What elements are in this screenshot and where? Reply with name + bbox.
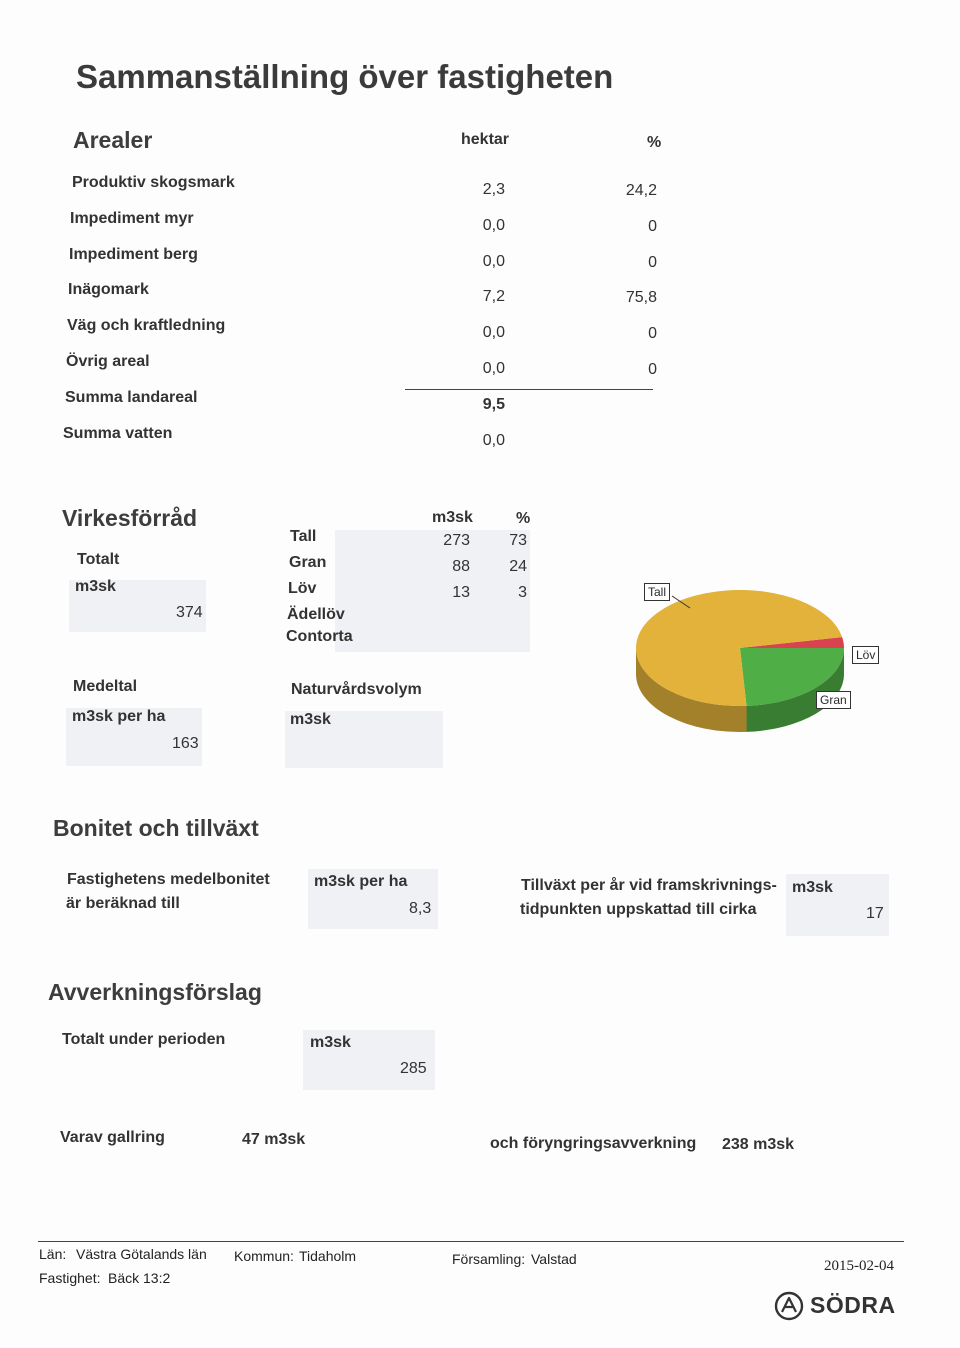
arealer-row-percent: 0 xyxy=(648,254,657,271)
col-m3sk: m3sk xyxy=(432,509,473,526)
arealer-row-hektar: 0,0 xyxy=(482,324,505,341)
forsamling-label: Församling: xyxy=(452,1251,526,1267)
virkesforrad-heading: Virkesförråd xyxy=(62,505,198,531)
medeltal-unit: m3sk per ha xyxy=(72,708,166,725)
col-species-percent: % xyxy=(516,510,531,527)
footer-divider xyxy=(38,1241,904,1242)
arealer-row-hektar: 7,2 xyxy=(482,288,505,305)
species-m3sk: 273 xyxy=(443,532,470,549)
medelbonitet-unit: m3sk per ha xyxy=(314,873,408,890)
arealer-row-label: Väg och kraftledning xyxy=(67,317,226,334)
fastighet-label: Fastighet: xyxy=(39,1270,101,1286)
species-name: Tall xyxy=(290,528,317,545)
species-name: Löv xyxy=(288,580,317,597)
sodra-logo-icon xyxy=(774,1291,804,1321)
gallring-label: Varav gallring xyxy=(60,1129,165,1146)
tillvaxt-label-line1: Tillväxt per år vid framskrivnings- xyxy=(521,877,777,894)
kommun-value: Tidaholm xyxy=(299,1248,357,1264)
avverkning-totalt-unit: m3sk xyxy=(310,1034,351,1051)
totalt-label: Totalt xyxy=(77,551,120,568)
foryngring-value: 238 m3sk xyxy=(722,1136,795,1153)
species-name: Ädellöv xyxy=(287,606,345,623)
foryngring-label: och föryngringsavverkning xyxy=(490,1135,697,1152)
species-name: Gran xyxy=(289,554,327,571)
col-percent: % xyxy=(647,134,662,151)
arealer-row-hektar: 0,0 xyxy=(482,217,505,234)
kommun-label: Kommun: xyxy=(234,1248,294,1264)
arealer-heading: Arealer xyxy=(73,127,153,153)
medelbonitet-value: 8,3 xyxy=(409,900,432,917)
avverkning-totalt-label: Totalt under perioden xyxy=(62,1031,226,1048)
arealer-row-hektar: 9,5 xyxy=(482,396,505,413)
col-hektar: hektar xyxy=(461,131,510,148)
avverkning-heading: Avverkningsförslag xyxy=(48,979,262,1005)
arealer-row-percent: 0 xyxy=(648,325,657,342)
species-m3sk: 13 xyxy=(452,584,470,601)
medeltal-value: 163 xyxy=(172,735,199,752)
species-percent: 24 xyxy=(509,558,527,575)
legend-tall: Tall xyxy=(644,583,670,601)
report-date: 2015-02-04 xyxy=(824,1258,894,1274)
arealer-row-label: Produktiv skogsmark xyxy=(72,174,235,191)
arealer-row-hektar: 0,0 xyxy=(482,360,505,377)
lan-value: Västra Götalands län xyxy=(76,1246,207,1262)
legend-gran: Gran xyxy=(816,691,851,709)
naturvard-unit: m3sk xyxy=(290,711,331,728)
medelbonitet-label-line1: Fastighetens medelbonitet xyxy=(67,871,270,888)
species-m3sk: 88 xyxy=(452,558,470,575)
arealer-row-percent: 0 xyxy=(648,218,657,235)
page-title: Sammanställning över fastigheten xyxy=(76,58,614,95)
arealer-row-percent: 24,2 xyxy=(625,182,657,199)
avverkning-totalt-value: 285 xyxy=(400,1060,427,1077)
legend-lov: Löv xyxy=(852,646,879,664)
species-percent: 3 xyxy=(518,584,527,601)
sum-divider xyxy=(405,389,653,390)
totalt-value: 374 xyxy=(176,604,203,621)
medeltal-label: Medeltal xyxy=(73,678,138,695)
arealer-row-label: Övrig areal xyxy=(66,353,150,370)
arealer-row-label: Inägomark xyxy=(68,281,149,298)
arealer-row-label: Impediment myr xyxy=(70,210,194,227)
arealer-row-hektar: 0,0 xyxy=(482,253,505,270)
species-percent: 73 xyxy=(509,532,527,549)
totalt-unit: m3sk xyxy=(75,578,116,595)
sodra-logo-text: SÖDRA xyxy=(810,1292,896,1318)
fastighet-value: Bäck 13:2 xyxy=(108,1270,171,1286)
bonitet-heading: Bonitet och tillväxt xyxy=(53,815,259,841)
tillvaxt-label-line2: tidpunkten uppskattad till cirka xyxy=(520,901,757,918)
tillvaxt-unit: m3sk xyxy=(792,879,833,896)
tillvaxt-value: 17 xyxy=(866,905,884,922)
medelbonitet-label-line2: är beräknad till xyxy=(66,895,180,912)
arealer-row-hektar: 0,0 xyxy=(482,432,505,449)
species-name: Contorta xyxy=(286,628,353,645)
arealer-row-label: Summa vatten xyxy=(63,425,173,442)
arealer-row-hektar: 2,3 xyxy=(482,181,505,198)
arealer-row-label: Summa landareal xyxy=(65,389,198,406)
naturvard-label: Naturvårdsvolym xyxy=(291,681,422,698)
arealer-row-percent: 0 xyxy=(648,361,657,378)
arealer-row-percent: 75,8 xyxy=(625,289,657,306)
lan-label: Län: xyxy=(39,1246,67,1262)
gallring-value: 47 m3sk xyxy=(242,1131,306,1148)
arealer-row-label: Impediment berg xyxy=(69,246,198,263)
forsamling-value: Valstad xyxy=(531,1251,577,1267)
